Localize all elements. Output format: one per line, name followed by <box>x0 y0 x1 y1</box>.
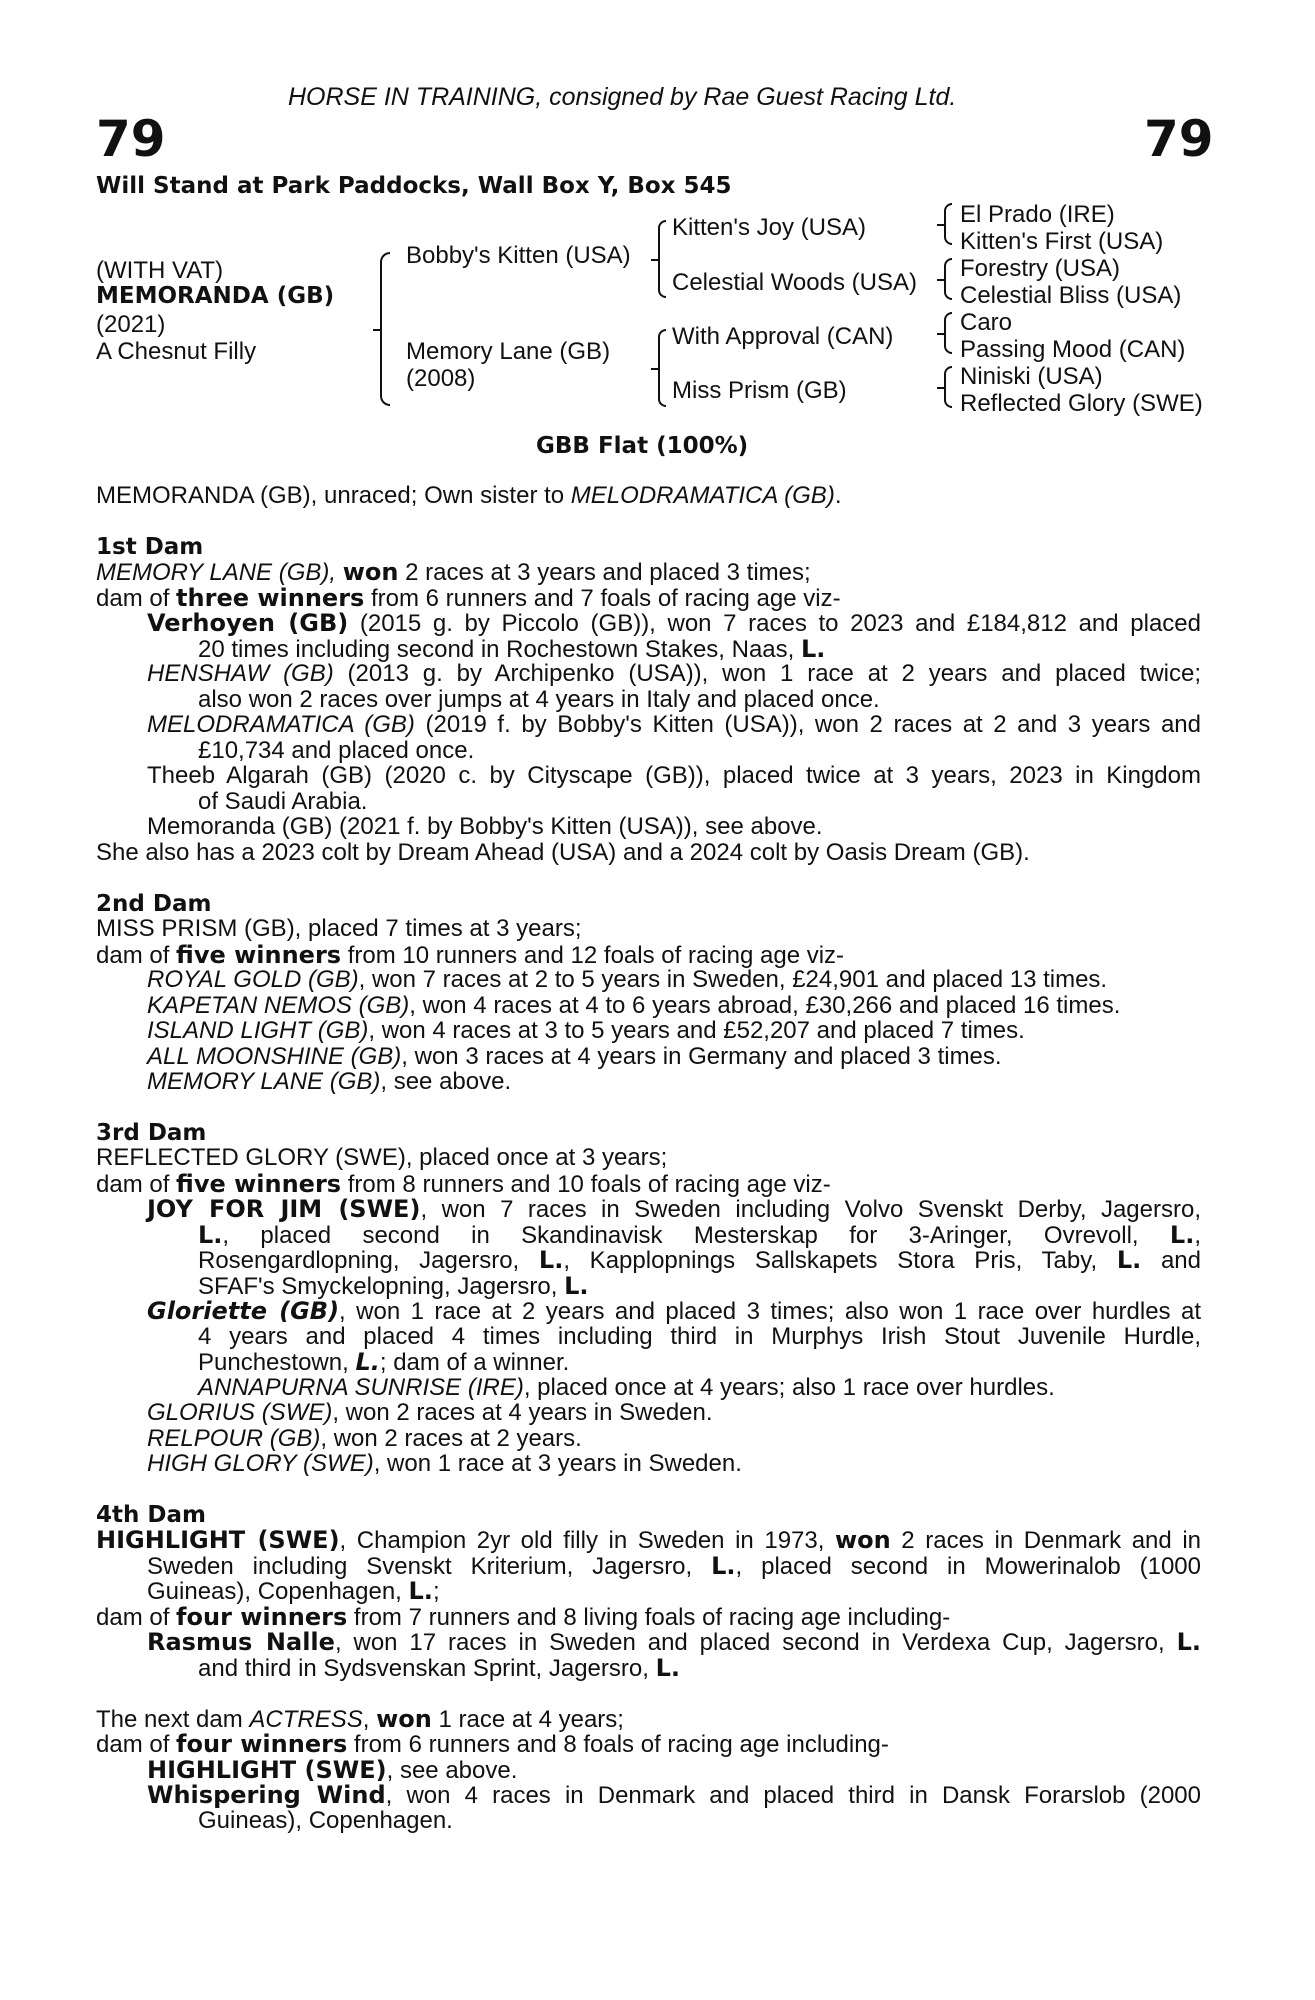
produce-whispering-wind: Whispering Wind, won 4 races in Denmark and placed third in Dansk Forarslob (2000 <box>147 1781 1201 1809</box>
sire-sire: Kitten's Joy (USA) <box>672 214 866 241</box>
third-dam-produce-line: dam of five winners from 8 runners and 10 foals of racing age viz- <box>96 1170 831 1198</box>
vat-label: (WITH VAT) <box>96 257 224 284</box>
ss-sire: El Prado (IRE) <box>960 201 1115 228</box>
produce-rasmus-nalle-cont: and third in Sydsvenskan Sprint, Jagersro, L. <box>198 1654 680 1682</box>
produce-royal-gold: ROYAL GOLD (GB), won 7 races at 2 to 5 years in Sweden, £24,901 and placed 13 times. <box>147 966 1108 993</box>
first-dam-heading: 1st Dam <box>96 534 204 560</box>
sire-dam: Celestial Woods (USA) <box>672 269 917 296</box>
dd-sire: Niniski (USA) <box>960 363 1103 390</box>
produce-joy-for-jim-cont1: L., placed second in Skandinavisk Mesterskap for 3-Aringer, Ovrevoll, L., <box>198 1221 1201 1249</box>
produce-verhoyen-cont: 20 times including second in Rochestown Stakes, Naas, L. <box>198 635 826 663</box>
produce-joy-for-jim: JOY FOR JIM (SWE), won 7 races in Sweden including Volvo Svenskt Derby, Jagersro, <box>147 1195 1202 1223</box>
ds-sire: Caro <box>960 309 1013 336</box>
pedigree-brace-dam <box>658 329 666 407</box>
produce-island-light: ISLAND LIGHT (GB), won 4 races at 3 to 5 years and £52,207 and placed 7 times. <box>147 1017 1025 1044</box>
produce-relpour: RELPOUR (GB), won 2 races at 2 years. <box>147 1425 582 1452</box>
horse-description: A Chesnut Filly <box>96 338 257 365</box>
fourth-dam-line-cont2: Guineas), Copenhagen, L.; <box>147 1577 440 1605</box>
stable-location: Will Stand at Park Paddocks, Wall Box Y, Box 545 <box>96 173 732 199</box>
produce-rasmus-nalle: Rasmus Nalle, won 17 races in Sweden and placed second in Verdexa Cup, Jagersro, L. <box>147 1628 1202 1656</box>
sire-name: Bobby's Kitten (USA) <box>406 242 631 269</box>
ds-dam: Passing Mood (CAN) <box>960 336 1186 363</box>
produce-gloriette-cont2: Punchestown, L.; dam of a winner. <box>198 1348 570 1376</box>
sd-sire: Forestry (USA) <box>960 255 1121 282</box>
fourth-dam-line: HIGHLIGHT (SWE), Champion 2yr old filly in Sweden in 1973, won 2 races in Denmark and in <box>96 1526 1201 1554</box>
fourth-dam-produce-line: dam of four winners from 7 runners and 8 living foals of racing age including- <box>96 1603 951 1631</box>
pedigree-brace-main <box>380 252 390 406</box>
second-dam-line: MISS PRISM (GB), placed 7 times at 3 years; <box>96 915 582 942</box>
lot-number-left: 79 <box>96 110 166 168</box>
produce-memoranda: Memoranda (GB) (2021 f. by Bobby's Kitten (USA)), see above. <box>147 813 823 840</box>
intro-line: MEMORANDA (GB), unraced; Own sister to MELODRAMATICA (GB). <box>96 482 842 509</box>
third-dam-line: REFLECTED GLORY (SWE), placed once at 3 years; <box>96 1144 668 1171</box>
produce-all-moonshine: ALL MOONSHINE (GB), won 3 races at 4 years in Germany and placed 3 times. <box>147 1043 1002 1070</box>
page-header-title: HORSE IN TRAINING, consigned by Rae Guest Racing Ltd. <box>288 83 957 111</box>
third-dam-heading: 3rd Dam <box>96 1120 207 1146</box>
produce-melodramatica-cont: £10,734 and placed once. <box>198 737 475 764</box>
pedigree-brace-ss <box>944 203 952 245</box>
pedigree-brace-dd <box>944 366 952 408</box>
first-dam-line: MEMORY LANE (GB), won 2 races at 3 years and placed 3 times; <box>96 558 811 586</box>
next-dam-line: The next dam ACTRESS, won 1 race at 4 years; <box>96 1705 624 1733</box>
produce-kapetan-nemos: KAPETAN NEMOS (GB), won 4 races at 4 to 6 years abroad, £30,266 and placed 16 times. <box>147 992 1121 1019</box>
produce-memory-lane: MEMORY LANE (GB), see above. <box>147 1068 512 1095</box>
produce-henshaw-cont: also won 2 races over jumps at 4 years in Italy and placed once. <box>198 686 880 713</box>
gbb-status: GBB Flat (100%) <box>536 433 749 459</box>
ss-dam: Kitten's First (USA) <box>960 228 1164 255</box>
fourth-dam-line-cont1: Sweden including Svenskt Kriterium, Jagersro, L., placed second in Mowerinalob (1000 <box>147 1552 1201 1580</box>
horse-name: MEMORANDA (GB) <box>96 283 335 309</box>
produce-henshaw: HENSHAW (GB) (2013 g. by Archipenko (USA)), won 1 race at 2 years and placed twice; <box>147 660 1201 687</box>
dam-name: Memory Lane (GB) <box>406 338 611 365</box>
first-dam-also-has: She also has a 2023 colt by Dream Ahead (USA) and a 2024 colt by Oasis Dream (GB). <box>96 839 1030 866</box>
next-dam-produce-line: dam of four winners from 6 runners and 8 foals of racing age including- <box>96 1730 889 1758</box>
produce-highlight: HIGHLIGHT (SWE), see above. <box>147 1756 518 1784</box>
produce-joy-for-jim-cont2: Rosengardlopning, Jagersro, L., Kapplopnings Sallskapets Stora Pris, Taby, L. and <box>198 1246 1201 1274</box>
produce-high-glory: HIGH GLORY (SWE), won 1 race at 3 years in Sweden. <box>147 1450 742 1477</box>
pedigree-brace-sire <box>658 220 666 298</box>
produce-gloriette-cont1: 4 years and placed 4 times including third in Murphys Irish Stout Juvenile Hurdle, <box>198 1323 1201 1350</box>
dd-dam: Reflected Glory (SWE) <box>960 390 1203 417</box>
dam-dam: Miss Prism (GB) <box>672 377 847 404</box>
fourth-dam-heading: 4th Dam <box>96 1502 206 1528</box>
produce-theeb-algarah: Theeb Algarah (GB) (2020 c. by Cityscape (GB)), placed twice at 3 years, 2023 in Kingdom <box>147 762 1201 789</box>
pedigree-brace-sd <box>944 258 952 300</box>
produce-melodramatica: MELODRAMATICA (GB) (2019 f. by Bobby's Kitten (USA)), won 2 races at 2 and 3 years and <box>147 711 1201 738</box>
produce-verhoyen: Verhoyen (GB) (2015 g. by Piccolo (GB)), won 7 races to 2023 and £184,812 and placed <box>147 609 1201 637</box>
lot-number-right: 79 <box>1144 110 1214 168</box>
dam-sire: With Approval (CAN) <box>672 323 894 350</box>
pedigree-brace-ds <box>944 312 952 354</box>
produce-theeb-algarah-cont: of Saudi Arabia. <box>198 788 368 815</box>
produce-glorius: GLORIUS (SWE), won 2 races at 4 years in Sweden. <box>147 1399 713 1426</box>
produce-joy-for-jim-cont3: SFAF's Smyckelopning, Jagersro, L. <box>198 1272 589 1300</box>
produce-annapurna-sunrise: ANNAPURNA SUNRISE (IRE), placed once at 4 years; also 1 race over hurdles. <box>198 1374 1055 1401</box>
horse-year: (2021) <box>96 311 166 338</box>
dam-year: (2008) <box>406 365 476 392</box>
sd-dam: Celestial Bliss (USA) <box>960 282 1182 309</box>
produce-gloriette: Gloriette (GB), won 1 race at 2 years and placed 3 times; also won 1 race over hurdles at <box>147 1297 1202 1325</box>
second-dam-heading: 2nd Dam <box>96 891 212 917</box>
first-dam-produce-line: dam of three winners from 6 runners and 7 foals of racing age viz- <box>96 584 841 612</box>
second-dam-produce-line: dam of five winners from 10 runners and 12 foals of racing age viz- <box>96 941 845 969</box>
produce-whispering-wind-cont: Guineas), Copenhagen. <box>198 1807 453 1834</box>
